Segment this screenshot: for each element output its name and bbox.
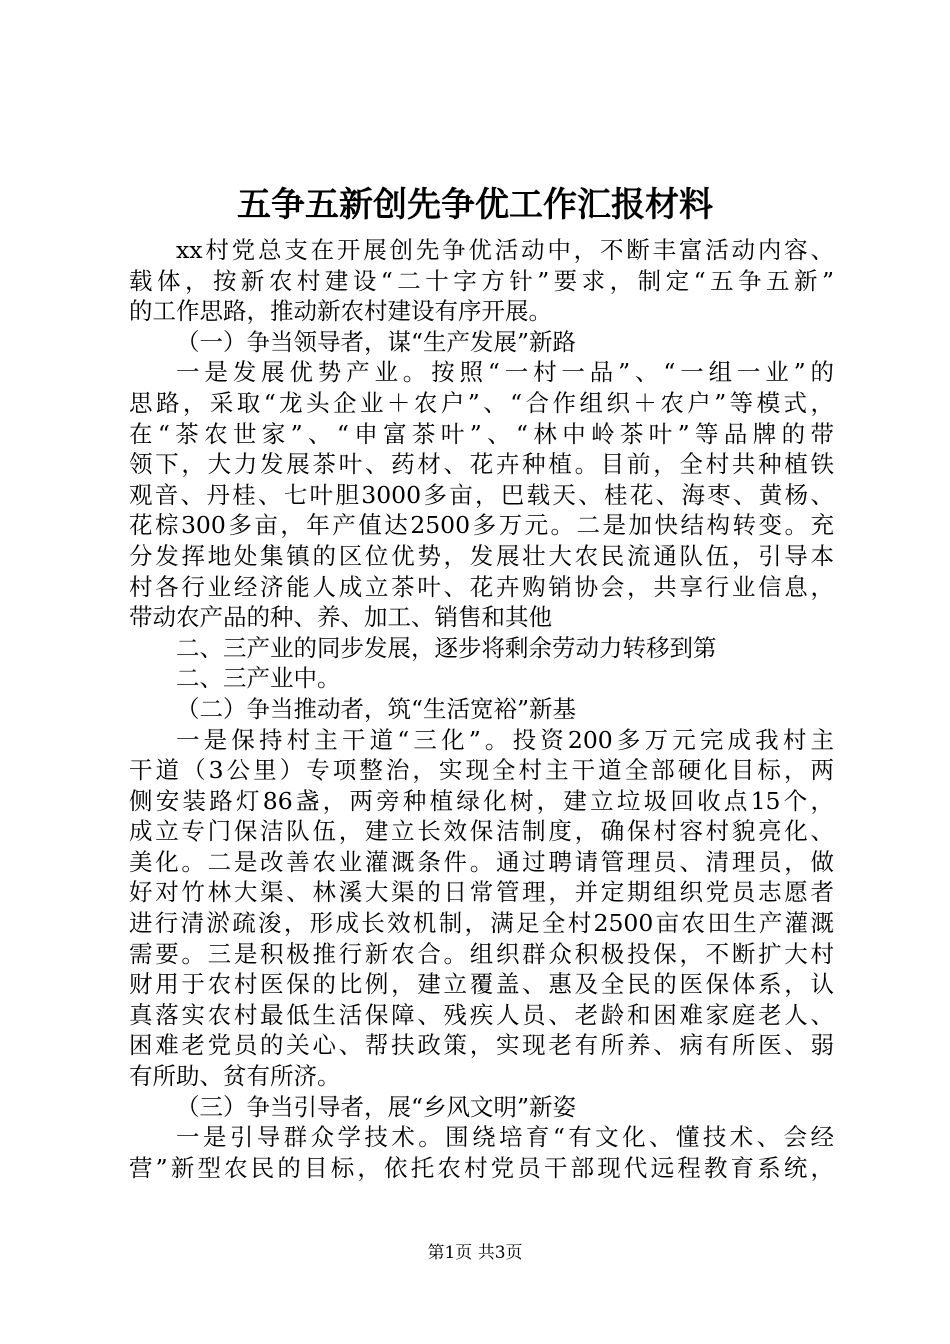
paragraph-line: xx村党总支在开展创先争优活动中，不断丰富活动内容、	[176, 236, 834, 264]
paragraph-line: 侧安装路灯86盏，两旁种植绿化树，建立垃圾回收点15个，	[129, 786, 834, 815]
paragraph-line: 领下，大力发展茶叶、药材、花卉种植。目前，全村共种植铁	[129, 450, 834, 479]
paragraph-line: 二、三产业中。	[176, 664, 341, 693]
paragraph-line: 营”新型农民的目标，依托农村党员干部现代远程教育系统，	[129, 1153, 834, 1182]
paragraph-line: 好对竹林大渠、林溪大渠的日常管理，并定期组织党员志愿者	[129, 878, 834, 907]
paragraph-line: 成立专门保洁队伍，建立长效保洁制度，确保村容村貌亮化、	[129, 817, 834, 846]
section-heading: （二）争当推动者，筑“生活宽裕”新基	[176, 694, 577, 723]
paragraph-line: 有所助、贫有所济。	[129, 1062, 341, 1091]
paragraph-line: 需要。三是积极推行新农合。组织群众积极投保，不断扩大村	[129, 939, 834, 968]
paragraph-line: 干道（3公里）专项整治，实现全村主干道全部硬化目标，两	[129, 756, 834, 785]
paragraph-line: 财用于农村医保的比例，建立覆盖、惠及全民的医保体系，认	[129, 970, 834, 999]
paragraph-line: 载体，按新农村建设“二十字方针”要求，制定“五争五新”	[129, 266, 834, 295]
document-body	[129, 235, 834, 1183]
paragraph-line: 真落实农村最低生活保障、残疾人员、老龄和困难家庭老人、	[129, 1000, 834, 1029]
section-heading: （一）争当领导者，谋“生产发展”新路	[176, 327, 577, 356]
paragraph-line: 的工作思路，推动新农村建设有序开展。	[129, 297, 552, 326]
paragraph-line: 花棕300多亩，年产值达2500多万元。二是加快结构转变。充	[129, 511, 834, 540]
paragraph-line: 一是发展优势产业。按照“一村一品”、“一组一业”的	[176, 358, 834, 387]
paragraph-line: 一是保持村主干道“三化”。投资200多万元完成我村主	[176, 725, 834, 754]
paragraph-line: 在“茶农世家”、“申富茶叶”、“林中岭茶叶”等品牌的带	[129, 419, 834, 448]
section-heading: （三）争当引导者，展“乡风文明”新姿	[176, 1092, 577, 1121]
paragraph-line: 困难老党员的关心、帮扶政策，实现老有所养、病有所医、弱	[129, 1031, 834, 1060]
paragraph-line: 村各行业经济能人成立茶叶、花卉购销协会，共享行业信息，	[129, 572, 834, 601]
paragraph-line: 观音、丹桂、七叶胆3000多亩，巴载天、桂花、海枣、黄杨、	[129, 480, 834, 509]
paragraph-line: 思路，采取“龙头企业＋农户”、“合作组织＋农户”等模式，	[129, 388, 834, 417]
paragraph-line: 二、三产业的同步发展，逐步将剩余劳动力转移到第	[176, 633, 717, 662]
paragraph-line: 美化。二是改善农业灌溉条件。通过聘请管理员、清理员，做	[129, 847, 834, 876]
paragraph-line: 带动农产品的种、养、加工、销售和其他	[129, 603, 552, 632]
paragraph-line: 一是引导群众学技术。围绕培育“有文化、懂技术、会经	[176, 1123, 834, 1152]
page-footer: 第1页 共3页	[427, 1243, 523, 1263]
document-title: 五争五新创先争优工作汇报材料	[237, 185, 713, 225]
paragraph-line: 进行清淤疏浚，形成长效机制，满足全村2500亩农田生产灌溉	[129, 909, 834, 938]
paragraph-line: 分发挥地处集镇的区位优势，发展壮大农民流通队伍，引导本	[129, 541, 834, 570]
